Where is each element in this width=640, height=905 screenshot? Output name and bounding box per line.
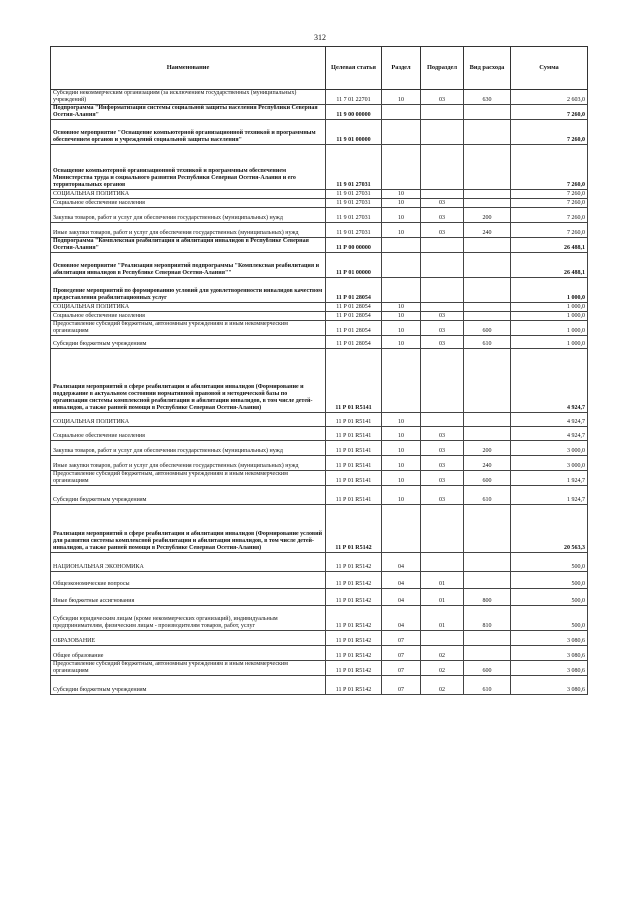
cell-name: Субсидии бюджетным учреждениям: [51, 676, 326, 695]
table-row: [51, 471, 588, 486]
cell-code: 11 Р 01 R5142: [326, 606, 382, 631]
cell-subsection: 03: [421, 441, 464, 456]
cell-amount: 20 563,3: [511, 505, 588, 553]
cell-name: Субсидии некоммерческим организациям (за исключением государственных (муниципальных) учреждений): [51, 90, 326, 105]
table-row: [51, 505, 588, 553]
cell-name: Основное мероприятие "Оснащение компьютерной организационной техникой и программным обеспечением органов и учреждений социальной защиты населения": [51, 120, 326, 145]
cell-amount: 1 000,0: [511, 312, 588, 321]
table-row: [51, 190, 588, 199]
cell-code: 11 Р 01 R5142: [326, 505, 382, 553]
table-row: [51, 631, 588, 646]
cell-amount: 1 000,0: [511, 303, 588, 312]
cell-amount: 2 603,0: [511, 90, 588, 105]
cell-code: 11 Р 01 R5142: [326, 646, 382, 661]
cell-code: 11 Р 01 R5141: [326, 349, 382, 413]
cell-expense-type: [464, 120, 511, 145]
cell-amount: 500,0: [511, 589, 588, 606]
cell-code: 11 9 01 27031: [326, 145, 382, 190]
cell-expense-type: 200: [464, 441, 511, 456]
cell-expense-type: [464, 199, 511, 208]
table-body: [51, 90, 588, 695]
cell-section: 10: [382, 208, 421, 223]
cell-subsection: 03: [421, 336, 464, 349]
cell-section: 07: [382, 661, 421, 676]
cell-expense-type: 800: [464, 589, 511, 606]
cell-subsection: 01: [421, 589, 464, 606]
budget-table: [50, 46, 588, 695]
table-row: [51, 589, 588, 606]
cell-name: Общее образование: [51, 646, 326, 661]
table-row: [51, 253, 588, 278]
cell-subsection: 03: [421, 199, 464, 208]
table-row: [51, 199, 588, 208]
cell-name: Реализация мероприятий в сфере реабилитации и абилитации инвалидов (Формирование и поддержание в актуальном состоянии нормативной правовой и методической базы по организации системы комплексной реабилитации и абилитации инвалидов, в том числе детей-инвалидов, а также ранней помощи в Республике Северная Осетия-Алания): [51, 349, 326, 413]
cell-code: 11 9 01 27031: [326, 208, 382, 223]
table-row: [51, 441, 588, 456]
cell-name: Предоставление субсидий бюджетным, автономным учреждениям и иным некоммерческим организациям: [51, 321, 326, 336]
cell-amount: 4 924,7: [511, 413, 588, 427]
cell-name: СОЦИАЛЬНАЯ ПОЛИТИКА: [51, 303, 326, 312]
cell-section: 10: [382, 471, 421, 486]
cell-subsection: 01: [421, 606, 464, 631]
cell-amount: 1 000,0: [511, 336, 588, 349]
cell-subsection: 03: [421, 312, 464, 321]
cell-section: 10: [382, 486, 421, 505]
cell-name: Субсидии юридическим лицам (кроме некоммерческих организаций), индивидуальным предпринимателям, физическим лицам - производителям товаров, работ, услуг: [51, 606, 326, 631]
cell-subsection: 03: [421, 208, 464, 223]
header-section: Раздел: [382, 47, 421, 90]
table-row: [51, 349, 588, 413]
cell-section: 10: [382, 223, 421, 238]
cell-expense-type: [464, 646, 511, 661]
cell-section: 10: [382, 427, 421, 441]
cell-name: НАЦИОНАЛЬНАЯ ЭКОНОМИКА: [51, 553, 326, 572]
cell-section: 10: [382, 336, 421, 349]
cell-amount: 500,0: [511, 553, 588, 572]
cell-subsection: [421, 303, 464, 312]
cell-section: 07: [382, 646, 421, 661]
header-amount: Сумма: [511, 47, 588, 90]
cell-subsection: [421, 505, 464, 553]
cell-name: Иные закупки товаров, работ и услуг для обеспечения государственных (муниципальных) нужд: [51, 223, 326, 238]
cell-code: 11 Р 01 28054: [326, 278, 382, 303]
cell-name: Социальное обеспечение населения: [51, 199, 326, 208]
cell-name: СОЦИАЛЬНАЯ ПОЛИТИКА: [51, 413, 326, 427]
cell-code: 11 Р 01 R5142: [326, 631, 382, 646]
cell-expense-type: [464, 105, 511, 120]
cell-name: Основное мероприятие "Реализация мероприятий подпрограммы "Комплексная реабилитация и абилитация инвалидов в Республике Северная Осетия-Алания"": [51, 253, 326, 278]
cell-expense-type: [464, 553, 511, 572]
cell-expense-type: 600: [464, 661, 511, 676]
cell-section: [382, 505, 421, 553]
cell-amount: 4 924,7: [511, 349, 588, 413]
header-expense-type: Вид расхода: [464, 47, 511, 90]
cell-code: 11 Р 01 R5141: [326, 456, 382, 471]
cell-code: 11 9 00 00000: [326, 105, 382, 120]
cell-code: 11 9 01 00000: [326, 120, 382, 145]
cell-amount: 26 488,1: [511, 238, 588, 253]
cell-code: 11 Р 01 28054: [326, 321, 382, 336]
cell-subsection: 03: [421, 456, 464, 471]
header-subsection: Подраздел: [421, 47, 464, 90]
cell-expense-type: [464, 349, 511, 413]
cell-subsection: [421, 553, 464, 572]
cell-subsection: [421, 120, 464, 145]
table-row: [51, 413, 588, 427]
cell-code: 11 Р 01 R5142: [326, 589, 382, 606]
table-row: [51, 223, 588, 238]
cell-name: ОБРАЗОВАНИЕ: [51, 631, 326, 646]
cell-expense-type: [464, 278, 511, 303]
cell-amount: 7 260,0: [511, 223, 588, 238]
cell-section: 10: [382, 456, 421, 471]
cell-code: 11 Р 01 R5141: [326, 441, 382, 456]
cell-section: 10: [382, 321, 421, 336]
cell-subsection: [421, 238, 464, 253]
cell-expense-type: 610: [464, 336, 511, 349]
cell-subsection: 02: [421, 646, 464, 661]
cell-name: Реализация мероприятий в сфере реабилитации и абилитации инвалидов (Формирование условий для развития системы комплексной реабилитации и абилитации инвалидов, в том числе детей-инвалидов, а также ранней помощи в Республике Северная Осетия-Алания): [51, 505, 326, 553]
cell-amount: 1 924,7: [511, 486, 588, 505]
cell-code: 11 Р 01 28054: [326, 312, 382, 321]
cell-amount: 1 924,7: [511, 471, 588, 486]
table-header-row: [51, 47, 588, 90]
cell-expense-type: 810: [464, 606, 511, 631]
table-row: [51, 278, 588, 303]
table-row: [51, 321, 588, 336]
cell-section: 07: [382, 676, 421, 695]
table-row: [51, 486, 588, 505]
cell-code: 11 9 01 27031: [326, 223, 382, 238]
cell-subsection: 03: [421, 90, 464, 105]
cell-name: Проведение мероприятий по формированию условий для удовлетворенности инвалидов качеством предоставления реабилитационных услуг: [51, 278, 326, 303]
table-row: [51, 606, 588, 631]
cell-subsection: [421, 278, 464, 303]
cell-amount: 1 000,0: [511, 278, 588, 303]
cell-expense-type: [464, 238, 511, 253]
cell-code: 11 Р 01 R5142: [326, 572, 382, 589]
cell-amount: 4 924,7: [511, 427, 588, 441]
table-row: [51, 456, 588, 471]
cell-subsection: [421, 105, 464, 120]
cell-code: 11 Р 01 00000: [326, 253, 382, 278]
cell-code: 11 9 01 27031: [326, 190, 382, 199]
cell-subsection: 03: [421, 321, 464, 336]
cell-section: 10: [382, 190, 421, 199]
cell-section: 10: [382, 199, 421, 208]
cell-expense-type: [464, 303, 511, 312]
cell-code: 11 Р 01 28054: [326, 303, 382, 312]
cell-name: Подпрограмма "Информатизация системы социальной защиты населения Республики Северная Осетия-Алания": [51, 105, 326, 120]
cell-subsection: 03: [421, 427, 464, 441]
cell-amount: 3 080,6: [511, 676, 588, 695]
table-row: [51, 661, 588, 676]
table-row: [51, 90, 588, 105]
cell-name: Социальное обеспечение населения: [51, 427, 326, 441]
cell-section: 10: [382, 90, 421, 105]
cell-amount: 3 080,6: [511, 631, 588, 646]
cell-name: СОЦИАЛЬНАЯ ПОЛИТИКА: [51, 190, 326, 199]
cell-section: 10: [382, 312, 421, 321]
cell-section: 04: [382, 572, 421, 589]
cell-code: 11 Р 00 00000: [326, 238, 382, 253]
cell-name: Иные закупки товаров, работ и услуг для обеспечения государственных (муниципальных) нужд: [51, 456, 326, 471]
table-row: [51, 312, 588, 321]
cell-code: 11 7 01 22701: [326, 90, 382, 105]
table-row: [51, 336, 588, 349]
cell-subsection: [421, 413, 464, 427]
page-number: 312: [314, 33, 326, 42]
table-row: [51, 120, 588, 145]
cell-expense-type: 610: [464, 676, 511, 695]
cell-code: 11 Р 01 28054: [326, 336, 382, 349]
cell-code: 11 Р 01 R5141: [326, 427, 382, 441]
cell-expense-type: [464, 312, 511, 321]
table-row: [51, 553, 588, 572]
table-row: [51, 303, 588, 312]
cell-expense-type: 600: [464, 471, 511, 486]
cell-expense-type: [464, 505, 511, 553]
cell-name: Социальное обеспечение населения: [51, 312, 326, 321]
table-row: [51, 238, 588, 253]
cell-expense-type: [464, 413, 511, 427]
cell-code: 11 Р 01 R5142: [326, 553, 382, 572]
cell-name: Субсидии бюджетным учреждениям: [51, 486, 326, 505]
cell-name: Закупка товаров, работ и услуг для обеспечения государственных (муниципальных) нужд: [51, 441, 326, 456]
cell-code: 11 Р 01 R5141: [326, 471, 382, 486]
cell-subsection: 03: [421, 486, 464, 505]
header-code: Целевая статья: [326, 47, 382, 90]
table-row: [51, 145, 588, 190]
cell-section: 10: [382, 413, 421, 427]
cell-subsection: [421, 631, 464, 646]
cell-name: Оснащение компьютерной организационной техникой и программным обеспечением Министерства труда и социального развития Республики Северная Осетия-Алания и его территориальных органов: [51, 145, 326, 190]
cell-section: 10: [382, 303, 421, 312]
cell-expense-type: [464, 427, 511, 441]
table-row: [51, 208, 588, 223]
table-row: [51, 105, 588, 120]
cell-section: 04: [382, 589, 421, 606]
cell-amount: 7 260,0: [511, 208, 588, 223]
cell-expense-type: 630: [464, 90, 511, 105]
cell-amount: 3 000,0: [511, 456, 588, 471]
cell-subsection: 03: [421, 471, 464, 486]
header-name: Наименование: [51, 47, 326, 90]
cell-name: Иные бюджетные ассигнования: [51, 589, 326, 606]
cell-expense-type: 600: [464, 321, 511, 336]
cell-subsection: [421, 253, 464, 278]
cell-section: [382, 349, 421, 413]
cell-code: 11 9 01 27031: [326, 199, 382, 208]
cell-amount: 7 260,0: [511, 145, 588, 190]
cell-section: [382, 278, 421, 303]
cell-amount: 3 000,0: [511, 441, 588, 456]
cell-section: [382, 145, 421, 190]
cell-expense-type: [464, 145, 511, 190]
cell-section: [382, 105, 421, 120]
cell-amount: 500,0: [511, 606, 588, 631]
cell-amount: 7 260,0: [511, 199, 588, 208]
cell-code: 11 Р 01 R5141: [326, 486, 382, 505]
cell-name: Подпрограмма "Комплексная реабилитация и абилитация инвалидов в Республике Северная Осетия-Алания": [51, 238, 326, 253]
cell-subsection: [421, 190, 464, 199]
cell-section: 07: [382, 631, 421, 646]
cell-subsection: 03: [421, 223, 464, 238]
cell-subsection: [421, 145, 464, 190]
cell-amount: 3 080,6: [511, 646, 588, 661]
cell-name: Общеэкономические вопросы: [51, 572, 326, 589]
cell-name: Субсидии бюджетным учреждениям: [51, 336, 326, 349]
cell-amount: 7 260,0: [511, 105, 588, 120]
table-row: [51, 646, 588, 661]
cell-expense-type: 610: [464, 486, 511, 505]
cell-amount: 7 260,0: [511, 120, 588, 145]
table-row: [51, 572, 588, 589]
cell-name: Предоставление субсидий бюджетным, автономным учреждениям и иным некоммерческим организациям: [51, 661, 326, 676]
cell-subsection: 01: [421, 572, 464, 589]
cell-amount: 7 260,0: [511, 190, 588, 199]
cell-amount: 26 488,1: [511, 253, 588, 278]
cell-amount: 1 000,0: [511, 321, 588, 336]
cell-expense-type: 200: [464, 208, 511, 223]
cell-subsection: [421, 349, 464, 413]
cell-expense-type: [464, 572, 511, 589]
cell-amount: 500,0: [511, 572, 588, 589]
cell-name: Закупка товаров, работ и услуг для обеспечения государственных (муниципальных) нужд: [51, 208, 326, 223]
table-row: [51, 676, 588, 695]
table-row: [51, 427, 588, 441]
cell-name: Предоставление субсидий бюджетным, автономным учреждениям и иным некоммерческим организациям: [51, 471, 326, 486]
cell-amount: 3 080,6: [511, 661, 588, 676]
cell-expense-type: 240: [464, 223, 511, 238]
cell-section: [382, 253, 421, 278]
cell-subsection: 02: [421, 661, 464, 676]
cell-section: 04: [382, 606, 421, 631]
cell-expense-type: [464, 631, 511, 646]
cell-section: 04: [382, 553, 421, 572]
cell-expense-type: [464, 253, 511, 278]
cell-code: 11 Р 01 R5141: [326, 413, 382, 427]
cell-section: 10: [382, 441, 421, 456]
cell-section: [382, 120, 421, 145]
cell-code: 11 Р 01 R5142: [326, 661, 382, 676]
cell-section: [382, 238, 421, 253]
cell-subsection: 02: [421, 676, 464, 695]
cell-expense-type: 240: [464, 456, 511, 471]
cell-expense-type: [464, 190, 511, 199]
cell-code: 11 Р 01 R5142: [326, 676, 382, 695]
